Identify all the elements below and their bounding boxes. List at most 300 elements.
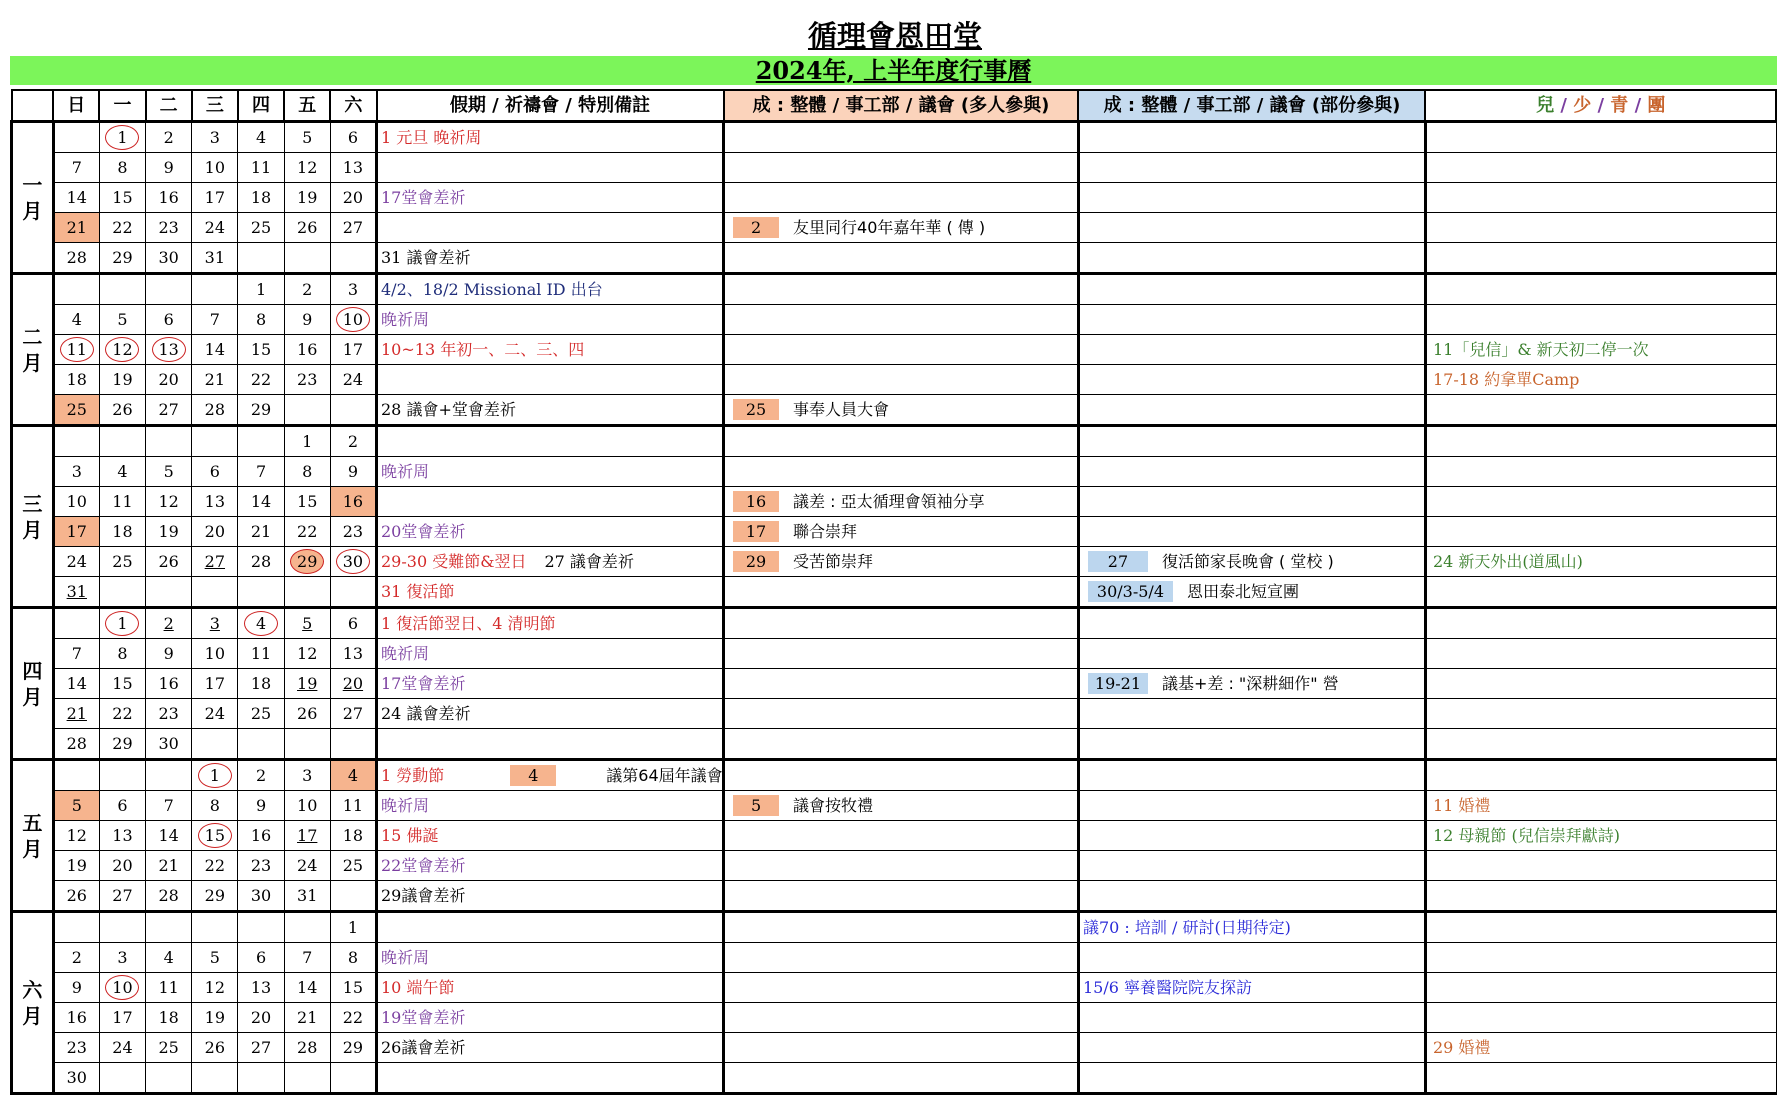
day-number: 7 (71, 158, 82, 177)
calendar-row (12, 760, 1777, 791)
partial-event-text: 復活節家長晚會 ( 堂校 ) (1161, 552, 1334, 571)
youth-cell (1425, 365, 1776, 395)
day-cell (53, 1033, 99, 1063)
event-text: 晚祈周 (381, 462, 430, 481)
partial-participation-cell (1078, 457, 1425, 487)
day-cell (146, 821, 192, 851)
day-cell (284, 821, 330, 851)
day-number: 6 (347, 128, 358, 147)
day-cell (238, 426, 284, 457)
day-cell (146, 395, 192, 426)
event-text: 22堂會差祈 (381, 856, 466, 875)
events-cell (377, 973, 724, 1003)
day-number: 6 (255, 948, 267, 967)
youth-cell (1425, 426, 1776, 457)
day-number: 5 (209, 948, 220, 967)
day-number: 7 (209, 310, 220, 329)
day-number: 26 (66, 886, 87, 905)
calendar-row (12, 791, 1777, 821)
day-cell (330, 243, 376, 274)
day-number: 14 (158, 826, 179, 845)
partial-participation-cell (1078, 395, 1425, 426)
day-number: 24 (297, 856, 318, 875)
youth-cell (1425, 973, 1776, 1003)
day-cell (330, 669, 376, 699)
day-cell (192, 305, 238, 335)
partial-date-tag: 30/3-5/4 (1088, 581, 1173, 602)
day-cell (238, 729, 284, 760)
day-number: 19 (204, 1008, 226, 1027)
multi-participation-cell (724, 639, 1079, 669)
youth-cell (1425, 1003, 1776, 1033)
day-cell (53, 973, 99, 1003)
day-number: 8 (255, 310, 267, 329)
calendar-row (12, 577, 1777, 608)
day-cell (99, 912, 145, 943)
event-extra-text: 議第64屆年議會 (606, 766, 723, 785)
day-number: 27 (342, 218, 364, 237)
day-number: 15 (250, 340, 272, 359)
youth-cell (1425, 183, 1776, 213)
day-number: 12 (297, 158, 318, 177)
day-cell (99, 305, 145, 335)
events-cell (377, 395, 724, 426)
events-cell (377, 426, 724, 457)
day-cell (284, 122, 330, 153)
day-cell (192, 335, 238, 365)
day-cell (330, 851, 376, 881)
day-cell (99, 153, 145, 183)
day-cell (192, 365, 238, 395)
day-number: 8 (209, 796, 220, 815)
day-cell (53, 274, 99, 305)
partial-participation-cell (1078, 153, 1425, 183)
day-cell (330, 365, 376, 395)
day-cell (146, 122, 192, 153)
day-cell (53, 821, 99, 851)
partial-participation-cell (1078, 729, 1425, 760)
day-cell (99, 1003, 145, 1033)
partial-participation-cell (1078, 1003, 1425, 1033)
day-number: 17 (204, 188, 226, 207)
day-number: 30 (250, 886, 272, 905)
day-cell (99, 973, 145, 1003)
day-number: 4 (71, 310, 82, 329)
events-cell (377, 608, 724, 639)
calendar-row (12, 183, 1777, 213)
day-cell (53, 305, 99, 335)
day-cell (192, 183, 238, 213)
day-cell (238, 335, 284, 365)
day-number: 29 (112, 734, 133, 753)
youth-cell (1425, 639, 1776, 669)
day-cell (53, 943, 99, 973)
day-number: 24 (112, 1038, 133, 1057)
weekday-header: 日 (53, 90, 99, 122)
day-cell (284, 1003, 330, 1033)
day-cell (238, 274, 284, 305)
multi-participation-cell (724, 335, 1079, 365)
day-number: 13 (152, 337, 186, 362)
day-number: 6 (347, 614, 358, 633)
weekday-header: 五 (284, 90, 330, 122)
event-text: 10~13 年初一、二、三、四 (381, 340, 585, 359)
day-number: 16 (158, 188, 179, 207)
day-number: 21 (158, 856, 179, 875)
day-cell (330, 547, 376, 577)
day-number: 13 (250, 978, 272, 997)
calendar-row (12, 517, 1777, 547)
day-number: 15 (112, 674, 133, 693)
multi-participation-cell (724, 365, 1079, 395)
event-day-tag: 4 (510, 765, 556, 786)
day-cell (284, 760, 330, 791)
day-cell (330, 487, 376, 517)
day-number: 1 (105, 125, 139, 150)
event-text: 20堂會差祈 (381, 522, 466, 541)
events-cell (377, 699, 724, 729)
day-cell (192, 457, 238, 487)
month-label: 一 月 (12, 122, 54, 274)
month-label: 三 月 (12, 426, 54, 608)
day-cell (284, 577, 330, 608)
day-cell (192, 213, 238, 243)
day-number: 3 (302, 766, 313, 785)
calendar-row (12, 639, 1777, 669)
day-cell (53, 577, 99, 608)
day-cell (238, 760, 284, 791)
events-cell (377, 1003, 724, 1033)
day-number: 19 (297, 674, 318, 693)
event-text: 1 復活節翌日、4 清明節 (381, 614, 556, 633)
day-cell (284, 639, 330, 669)
day-cell (238, 517, 284, 547)
partial-participation-cell (1078, 791, 1425, 821)
day-cell (192, 973, 238, 1003)
day-cell (330, 729, 376, 760)
day-cell (53, 517, 99, 547)
day-number: 1 (255, 280, 267, 299)
events-cell (377, 729, 724, 760)
events-cell (377, 851, 724, 881)
calendar-row (12, 1063, 1777, 1094)
day-number: 22 (250, 370, 272, 389)
events-cell (377, 457, 724, 487)
day-cell (192, 699, 238, 729)
events-cell (377, 335, 724, 365)
partial-participation-cell (1078, 547, 1425, 577)
event-text: 31 議會差祈 (381, 248, 471, 267)
multi-participation-cell (724, 457, 1079, 487)
events-column-header: 假期 / 祈禱會 / 特別備註 (377, 90, 724, 122)
day-number: 24 (342, 370, 364, 389)
event-text: 晚祈周 (381, 644, 430, 663)
multi-date-tag: 25 (733, 399, 779, 420)
youth-cell (1425, 791, 1776, 821)
partial-participation-cell (1078, 608, 1425, 639)
day-cell (99, 365, 145, 395)
youth-cell (1425, 457, 1776, 487)
partial-event-text: 議70 : 培訓 / 研討(日期待定) (1082, 918, 1291, 937)
day-number: 17 (204, 674, 226, 693)
day-number: 4 (117, 462, 128, 481)
day-cell (53, 639, 99, 669)
calendar-row (12, 729, 1777, 760)
multi-participation-cell (724, 1063, 1079, 1094)
partial-participation-cell (1078, 669, 1425, 699)
day-number: 17 (112, 1008, 133, 1027)
day-cell (192, 487, 238, 517)
day-cell (192, 943, 238, 973)
day-cell (192, 122, 238, 153)
day-cell (99, 457, 145, 487)
day-number: 6 (163, 310, 174, 329)
page-title: 循理會恩田堂 (807, 19, 982, 53)
day-cell (284, 517, 330, 547)
day-cell (53, 851, 99, 881)
calendar-row (12, 547, 1777, 577)
day-cell (330, 395, 376, 426)
day-number: 30 (66, 1068, 87, 1087)
day-number: 18 (112, 522, 133, 541)
event-text: 24 議會差祈 (381, 704, 471, 723)
multi-date-tag: 5 (733, 795, 779, 816)
partial-participation-cell (1078, 243, 1425, 274)
calendar-row (12, 851, 1777, 881)
day-cell (146, 943, 192, 973)
day-cell (53, 608, 99, 639)
day-cell (146, 153, 192, 183)
day-cell (99, 274, 145, 305)
day-number: 9 (302, 310, 313, 329)
day-number: 25 (112, 552, 133, 571)
day-cell (53, 699, 99, 729)
day-number: 2 (163, 128, 174, 147)
event-text: 19堂會差祈 (381, 1008, 466, 1027)
multi-participation-cell (724, 729, 1079, 760)
calendar-row (12, 426, 1777, 457)
day-cell (192, 669, 238, 699)
day-number: 27 (250, 1038, 272, 1057)
day-cell (146, 365, 192, 395)
day-cell (238, 851, 284, 881)
day-cell (99, 851, 145, 881)
day-cell (53, 1063, 99, 1094)
day-number: 11 (112, 492, 133, 511)
day-cell (99, 395, 145, 426)
youth-cell (1425, 821, 1776, 851)
day-number: 10 (297, 796, 318, 815)
youth-cell (1425, 517, 1776, 547)
partial-participation-cell (1078, 639, 1425, 669)
day-number: 1 (347, 918, 358, 937)
day-number: 18 (158, 1008, 179, 1027)
day-cell (284, 699, 330, 729)
day-number: 7 (255, 462, 267, 481)
multi-participation-cell (724, 577, 1079, 608)
partial-participation-cell (1078, 1063, 1425, 1094)
day-number: 20 (342, 188, 364, 207)
event-text: 1 勞動節 (381, 766, 445, 785)
day-cell (146, 305, 192, 335)
day-number: 26 (297, 704, 318, 723)
partial-participation-cell (1078, 699, 1425, 729)
day-number: 17 (66, 522, 87, 541)
day-cell (99, 517, 145, 547)
day-cell (192, 881, 238, 912)
day-number: 28 (297, 1038, 318, 1057)
day-cell (192, 760, 238, 791)
partial-participation-cell (1078, 487, 1425, 517)
header-month-corner (12, 90, 54, 122)
day-number: 29 (290, 549, 324, 574)
multi-participation-cell (724, 183, 1079, 213)
day-cell (192, 274, 238, 305)
day-cell (99, 1063, 145, 1094)
day-cell (146, 729, 192, 760)
day-cell (53, 1003, 99, 1033)
multi-participation-cell (724, 487, 1079, 517)
events-cell (377, 305, 724, 335)
multi-event-text: 議差 : 亞太循理會領袖分享 (793, 492, 985, 511)
multi-participation-header: 成 : 整體 / 事工部 / 議會 (多人參與) (724, 90, 1079, 122)
day-cell (99, 821, 145, 851)
day-number: 14 (204, 340, 226, 359)
calendar-header-row (12, 90, 1777, 122)
day-number: 20 (250, 1008, 272, 1027)
day-number: 25 (250, 704, 272, 723)
multi-participation-cell (724, 1033, 1079, 1063)
events-cell (377, 821, 724, 851)
event-text: 17堂會差祈 (381, 188, 466, 207)
day-cell (284, 487, 330, 517)
day-cell (330, 912, 376, 943)
day-number: 7 (163, 796, 174, 815)
day-number: 13 (342, 644, 364, 663)
partial-event-text: 恩田泰北短宣團 (1186, 582, 1299, 601)
day-number: 9 (255, 796, 267, 815)
day-number: 28 (158, 886, 179, 905)
calendar-row (12, 153, 1777, 183)
day-number: 6 (209, 462, 220, 481)
weekday-header: 三 (192, 90, 238, 122)
youth-cell (1425, 1063, 1776, 1094)
calendar-row (12, 395, 1777, 426)
youth-cell (1425, 274, 1776, 305)
day-cell (146, 1003, 192, 1033)
event-text: 4/2、18/2 Missional ID 出台 (381, 280, 603, 299)
partial-participation-cell (1078, 577, 1425, 608)
day-cell (330, 881, 376, 912)
day-number: 14 (66, 674, 87, 693)
youth-header-part: 青 (1610, 95, 1629, 116)
day-cell (330, 1063, 376, 1094)
day-cell (99, 547, 145, 577)
day-cell (146, 791, 192, 821)
calendar-row (12, 1033, 1777, 1063)
day-cell (99, 699, 145, 729)
day-cell (284, 243, 330, 274)
partial-event-text: 15/6 寧養醫院院友探訪 (1082, 978, 1252, 997)
day-cell (99, 487, 145, 517)
day-cell (238, 639, 284, 669)
calendar-row (12, 305, 1777, 335)
day-cell (146, 699, 192, 729)
day-number: 5 (71, 796, 82, 815)
day-cell (146, 881, 192, 912)
day-cell (146, 639, 192, 669)
multi-event-text: 議會按牧禮 (793, 796, 874, 815)
event-text: 29-30 受難節&翌日 (381, 552, 527, 571)
weekday-header: 四 (238, 90, 284, 122)
event-text: 10 端午節 (381, 978, 455, 997)
day-cell (99, 760, 145, 791)
day-cell (238, 547, 284, 577)
day-cell (99, 639, 145, 669)
youth-cell (1425, 912, 1776, 943)
day-cell (284, 1033, 330, 1063)
day-number: 21 (250, 522, 272, 541)
day-cell (99, 608, 145, 639)
day-number: 17 (342, 340, 364, 359)
day-cell (53, 791, 99, 821)
day-number: 16 (250, 826, 272, 845)
day-cell (330, 577, 376, 608)
day-number: 23 (158, 218, 179, 237)
day-number: 2 (302, 280, 313, 299)
day-number: 1 (302, 432, 313, 451)
day-number: 26 (204, 1038, 226, 1057)
calendar-row (12, 335, 1777, 365)
day-cell (192, 547, 238, 577)
day-number: 9 (71, 978, 82, 997)
calendar-row (12, 122, 1777, 153)
calendar-row (12, 365, 1777, 395)
day-cell (53, 426, 99, 457)
day-number: 22 (297, 522, 318, 541)
day-number: 26 (158, 552, 179, 571)
youth-cell (1425, 395, 1776, 426)
day-cell (330, 608, 376, 639)
day-cell (146, 547, 192, 577)
day-cell (53, 760, 99, 791)
day-number: 25 (342, 856, 364, 875)
day-number: 13 (342, 158, 364, 177)
day-cell (192, 153, 238, 183)
day-cell (53, 335, 99, 365)
events-cell (377, 881, 724, 912)
day-number: 20 (204, 522, 226, 541)
day-number: 5 (117, 310, 128, 329)
day-cell (330, 426, 376, 457)
day-number: 22 (204, 856, 226, 875)
day-cell (330, 791, 376, 821)
day-cell (53, 183, 99, 213)
multi-date-tag: 16 (733, 491, 779, 512)
calendar-row (12, 457, 1777, 487)
day-cell (330, 274, 376, 305)
youth-cell (1425, 487, 1776, 517)
day-cell (238, 243, 284, 274)
events-cell (377, 912, 724, 943)
day-number: 16 (297, 340, 318, 359)
day-number: 23 (250, 856, 272, 875)
day-cell (146, 335, 192, 365)
day-number: 9 (163, 158, 174, 177)
day-number: 3 (209, 614, 220, 633)
multi-event-text: 聯合崇拜 (793, 522, 858, 541)
day-number: 25 (250, 218, 272, 237)
